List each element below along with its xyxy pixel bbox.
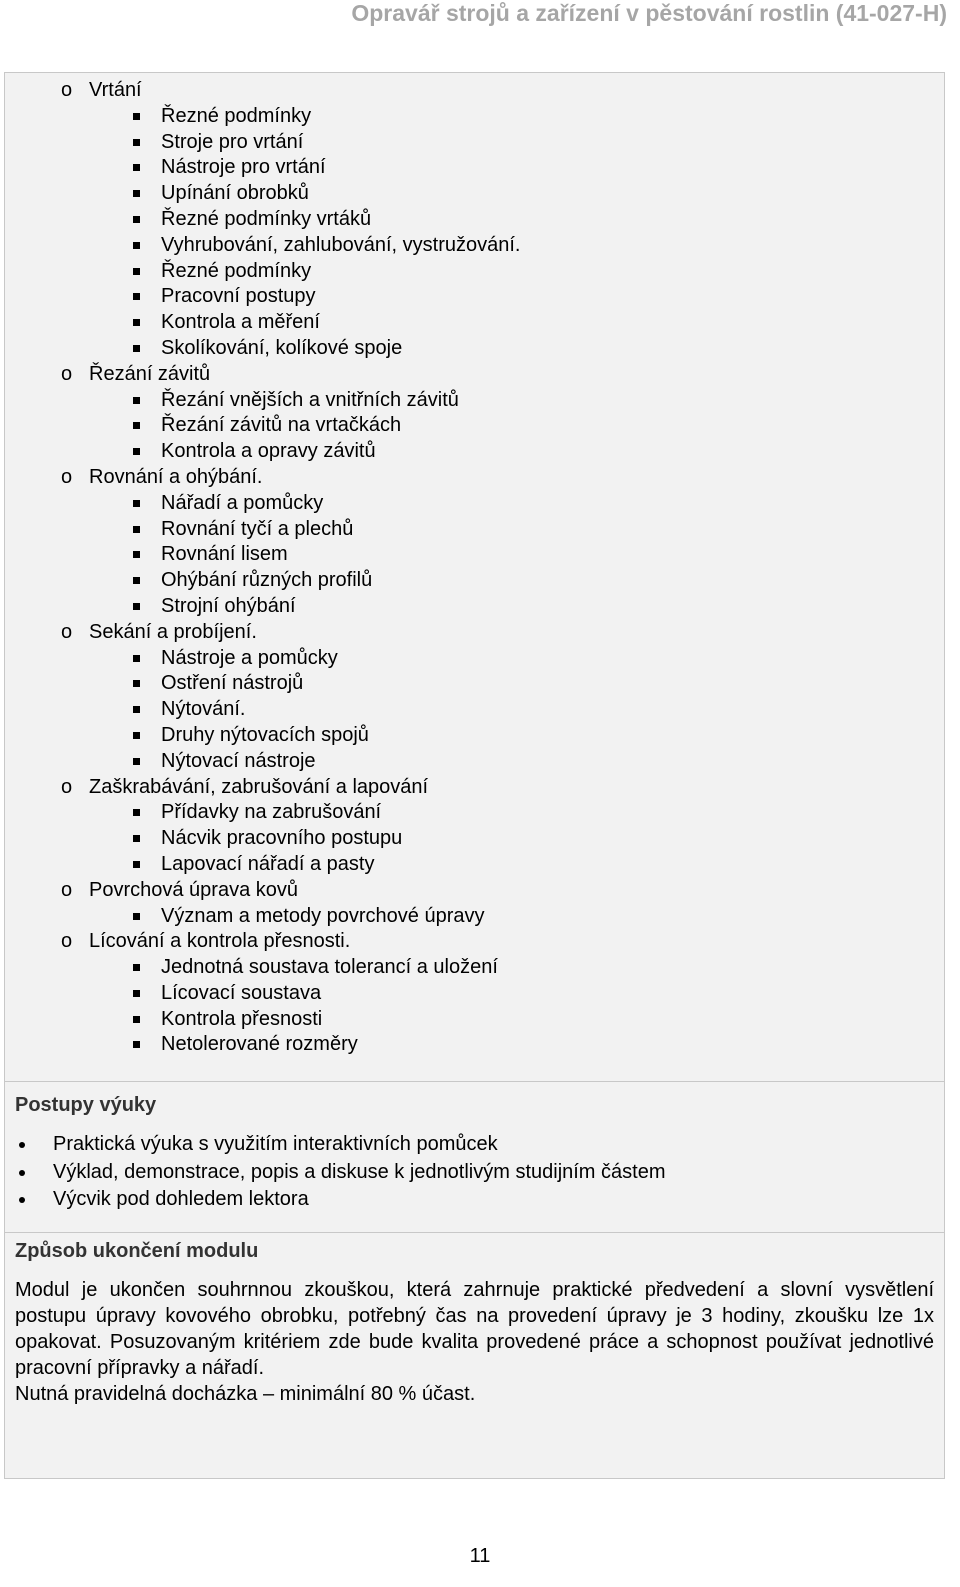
square-bullet-icon [133, 758, 140, 765]
attendance-note: Nutná pravidelná docházka – minimální 80 % účast. [15, 1383, 476, 1405]
subtopic-label: Řezné podmínky [161, 104, 312, 127]
subtopic-label: Vyhrubování, zahlubování, vystružování. [161, 233, 521, 256]
subtopic-item [5, 646, 944, 672]
subtopic-label: Nástroje a pomůcky [161, 646, 338, 669]
subtopic-item [5, 130, 944, 156]
subtopic-item [5, 697, 944, 723]
circle-bullet-icon: o [61, 362, 73, 385]
subtopic-item [5, 207, 944, 233]
module-table [4, 72, 945, 1479]
completion-paragraph: Modul je ukončen souhrnnou zkouškou, která zahrnuje praktické předvedení a slovní vysvětlení postupu úpravy kovového obrobku, potřebný čas na provedení úpravy je 3 hodiny, zkoušku lze 1x opakovat. Posuzovaným kritériem zde bude kvalita provedené práce a schopnost používat jednotlivé pracovní přípravky a nářadí. [15, 1279, 934, 1379]
subtopic-label: Rovnání lisem [161, 543, 288, 566]
method-item [5, 1131, 944, 1159]
square-bullet-icon [133, 293, 140, 300]
subtopic-label: Rovnání tyčí a plechů [161, 517, 354, 540]
subtopic-label: Pracovní postupy [161, 285, 316, 308]
topic-item [5, 878, 944, 904]
square-bullet-icon [133, 990, 140, 997]
subtopic-item [5, 104, 944, 130]
subtopic-label: Lícovací soustava [161, 981, 322, 1004]
circle-bullet-icon: o [61, 620, 73, 643]
method-label: Výcvik pod dohledem lektora [53, 1188, 309, 1210]
square-bullet-icon [133, 551, 140, 558]
topic-label: Rovnání a ohýbání. [89, 465, 263, 488]
subtopic-item [5, 749, 944, 775]
subtopic-label: Jednotná soustava tolerancí a uložení [161, 956, 498, 979]
circle-bullet-icon: o [61, 79, 73, 101]
subtopic-label: Nářadí a pomůcky [161, 491, 324, 514]
subtopic-label: Kontrola a měření [161, 311, 320, 334]
subtopic-item [5, 723, 944, 749]
topic-label: Řezání závitů [89, 362, 211, 385]
method-item [5, 1186, 944, 1214]
topic-item [5, 929, 944, 955]
topic-item [5, 465, 944, 491]
square-bullet-icon [133, 397, 140, 404]
methods-list [5, 1131, 944, 1214]
square-bullet-icon [133, 913, 140, 920]
subtopic-item [5, 181, 944, 207]
subtopic-label: Nástroje pro vrtání [161, 156, 326, 179]
subtopic-item [5, 594, 944, 620]
subtopic-item [5, 310, 944, 336]
subtopic-label: Ostření nástrojů [161, 672, 304, 695]
subtopic-item [5, 1032, 944, 1058]
subtopic-label: Lapovací nářadí a pasty [161, 852, 375, 875]
topic-label: Sekání a probíjení. [89, 620, 257, 643]
square-bullet-icon [133, 345, 140, 352]
document-header: Opravář strojů a zařízení v pěstování rostlin (41-027-H) [351, 0, 947, 26]
method-label: Výklad, demonstrace, popis a diskuse k jednotlivým studijním částem [53, 1160, 666, 1183]
subtopic-item [5, 671, 944, 697]
square-bullet-icon [133, 242, 140, 249]
square-bullet-icon [133, 139, 140, 146]
circle-bullet-icon: o [61, 930, 73, 953]
subtopic-label: Netolerované rozměry [161, 1033, 358, 1056]
circle-bullet-icon: o [61, 775, 73, 798]
subtopic-item [5, 955, 944, 981]
square-bullet-icon [133, 809, 140, 816]
topic-label: Lícování a kontrola přesnosti. [89, 930, 351, 953]
square-bullet-icon [133, 190, 140, 197]
subtopic-label: Ohýbání různých profilů [161, 569, 373, 592]
dot-bullet-icon [19, 1170, 25, 1176]
subtopic-item [5, 800, 944, 826]
topic-label: Vrtání [89, 79, 142, 101]
square-bullet-icon [133, 577, 140, 584]
topic-label: Zaškrabávání, zabrušování a lapování [89, 775, 429, 798]
square-bullet-icon [133, 113, 140, 120]
square-bullet-icon [133, 603, 140, 610]
square-bullet-icon [133, 422, 140, 429]
square-bullet-icon [133, 732, 140, 739]
square-bullet-icon [133, 835, 140, 842]
subtopic-item [5, 413, 944, 439]
subtopic-item [5, 491, 944, 517]
method-item [5, 1159, 944, 1187]
subtopic-label: Druhy nýtovacích spojů [161, 723, 369, 746]
methods-title: Postupy výuky [15, 1094, 157, 1116]
subtopic-item [5, 1007, 944, 1033]
subtopic-item [5, 388, 944, 414]
square-bullet-icon [133, 655, 140, 662]
subtopic-item [5, 517, 944, 543]
subtopic-item [5, 542, 944, 568]
topic-item [5, 620, 944, 646]
circle-bullet-icon: o [61, 878, 73, 901]
subtopic-item [5, 568, 944, 594]
square-bullet-icon [133, 500, 140, 507]
square-bullet-icon [133, 680, 140, 687]
square-bullet-icon [133, 216, 140, 223]
subtopic-label: Upínání obrobků [161, 182, 309, 205]
subtopic-item [5, 904, 944, 930]
subtopic-label: Kontrola přesnosti [161, 1007, 323, 1030]
page-number: 11 [469, 1545, 491, 1567]
square-bullet-icon [133, 1016, 140, 1023]
subtopic-label: Strojní ohýbání [161, 594, 296, 617]
circle-bullet-icon: o [61, 465, 73, 488]
square-bullet-icon [133, 164, 140, 171]
subtopic-item [5, 439, 944, 465]
square-bullet-icon [133, 1041, 140, 1048]
subtopic-item [5, 826, 944, 852]
subtopic-item [5, 233, 944, 259]
square-bullet-icon [133, 526, 140, 533]
subtopic-label: Stroje pro vrtání [161, 130, 304, 153]
subtopic-label: Kontrola a opravy závitů [161, 440, 376, 463]
dot-bullet-icon [19, 1197, 25, 1203]
subtopic-label: Skolíkování, kolíkové spoje [161, 336, 403, 359]
subtopic-item [5, 981, 944, 1007]
subtopic-label: Nýtovací nástroje [161, 749, 316, 772]
subtopic-label: Řezné podmínky vrtáků [161, 207, 372, 230]
subtopic-item [5, 259, 944, 285]
subtopic-label: Nýtování. [161, 698, 246, 721]
subtopic-item [5, 155, 944, 181]
topic-item [5, 775, 944, 801]
subtopic-label: Přídavky na zabrušování [161, 801, 382, 824]
subtopic-label: Řezné podmínky [161, 259, 312, 282]
topic-item [5, 362, 944, 388]
square-bullet-icon [133, 861, 140, 868]
dot-bullet-icon [19, 1142, 25, 1148]
subtopic-item [5, 852, 944, 878]
content-section [4, 72, 945, 1081]
square-bullet-icon [133, 448, 140, 455]
square-bullet-icon [133, 964, 140, 971]
completion-section [4, 1232, 945, 1479]
topic-item [5, 78, 944, 104]
square-bullet-icon [133, 706, 140, 713]
subtopic-label: Řezání vnějších a vnitřních závitů [161, 388, 459, 411]
completion-title: Způsob ukončení modulu [15, 1240, 259, 1262]
subtopic-item [5, 284, 944, 310]
square-bullet-icon [133, 319, 140, 326]
completion-text [5, 1277, 944, 1407]
square-bullet-icon [133, 268, 140, 275]
methods-section [4, 1081, 945, 1232]
subtopic-label: Nácvik pracovního postupu [161, 827, 403, 850]
subtopic-label: Řezání závitů na vrtačkách [161, 414, 402, 437]
method-label: Praktická výuka s využitím interaktivních pomůcek [53, 1133, 498, 1155]
subtopic-item [5, 336, 944, 362]
subtopic-label: Význam a metody povrchové úpravy [161, 904, 485, 927]
topic-label: Povrchová úprava kovů [89, 878, 299, 901]
